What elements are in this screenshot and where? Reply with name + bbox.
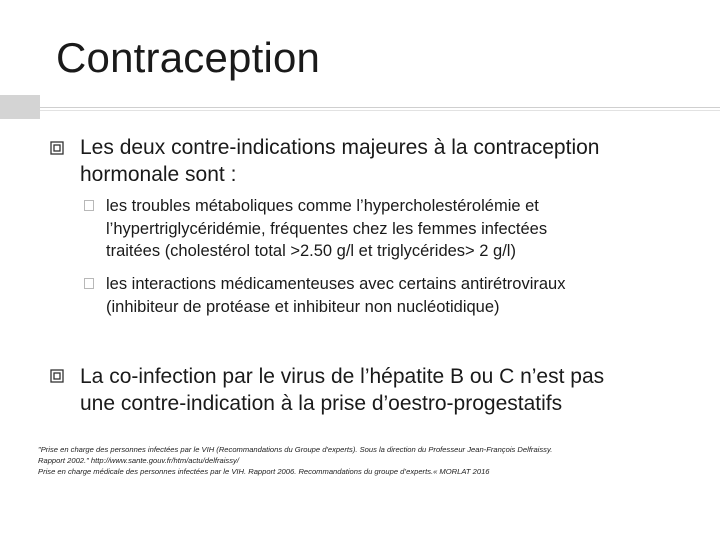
sub-bullet-text (106, 273, 696, 318)
empty-box-icon (84, 278, 94, 289)
reference-line: Rapport 2002." http://www.sante.gouv.fr/htm/actu/delfraissy/ (38, 456, 239, 465)
reference-line: "Prise en charge des personnes infectées par le VIH (Recommandations du Groupe d'experts). Sous la direction du Professeur Jean-François Delfraissy. (38, 445, 553, 454)
empty-box-icon (84, 200, 94, 211)
title-divider (40, 107, 720, 108)
bullet-text (80, 134, 690, 188)
sub-bullet-line: les troubles métaboliques comme l’hypercholestérolémie et (106, 197, 539, 215)
reference-line: Prise en charge médicale des personnes infectées par le VIH. Rapport 2006. Recommandations du groupe d’experts.« MORLAT 2016 (38, 467, 490, 476)
references (38, 444, 718, 477)
slide-title: Contraception (56, 34, 321, 81)
sub-bullet-line: (inhibiteur de protéase et inhibiteur non nucléotidique) (106, 297, 500, 316)
square-bullet-icon (50, 141, 64, 155)
sub-bullet-text (106, 195, 696, 263)
square-bullet-icon (50, 369, 64, 383)
sub-bullet-line: les interactions médicamenteuses avec certains antirétroviraux (106, 275, 566, 293)
bullet-line: une contre-indication à la prise d’oestro-progestatifs (80, 392, 563, 415)
bullet-line: La co-infection par le virus de l’hépatite B ou C n’est pas (80, 365, 605, 388)
bullet-line: hormonale sont : (80, 163, 237, 186)
title-accent-block (0, 95, 40, 119)
sub-bullet-line: l’hypertriglycéridémie, fréquentes chez les femmes infectées (106, 219, 548, 238)
bullet-line: Les deux contre-indications majeures à la contraception (80, 136, 600, 159)
bullet-text (80, 363, 690, 417)
title-divider-shadow (40, 110, 720, 111)
sub-bullet-line: traitées (cholestérol total >2.50 g/l et triglycérides> 2 g/l) (106, 242, 516, 260)
